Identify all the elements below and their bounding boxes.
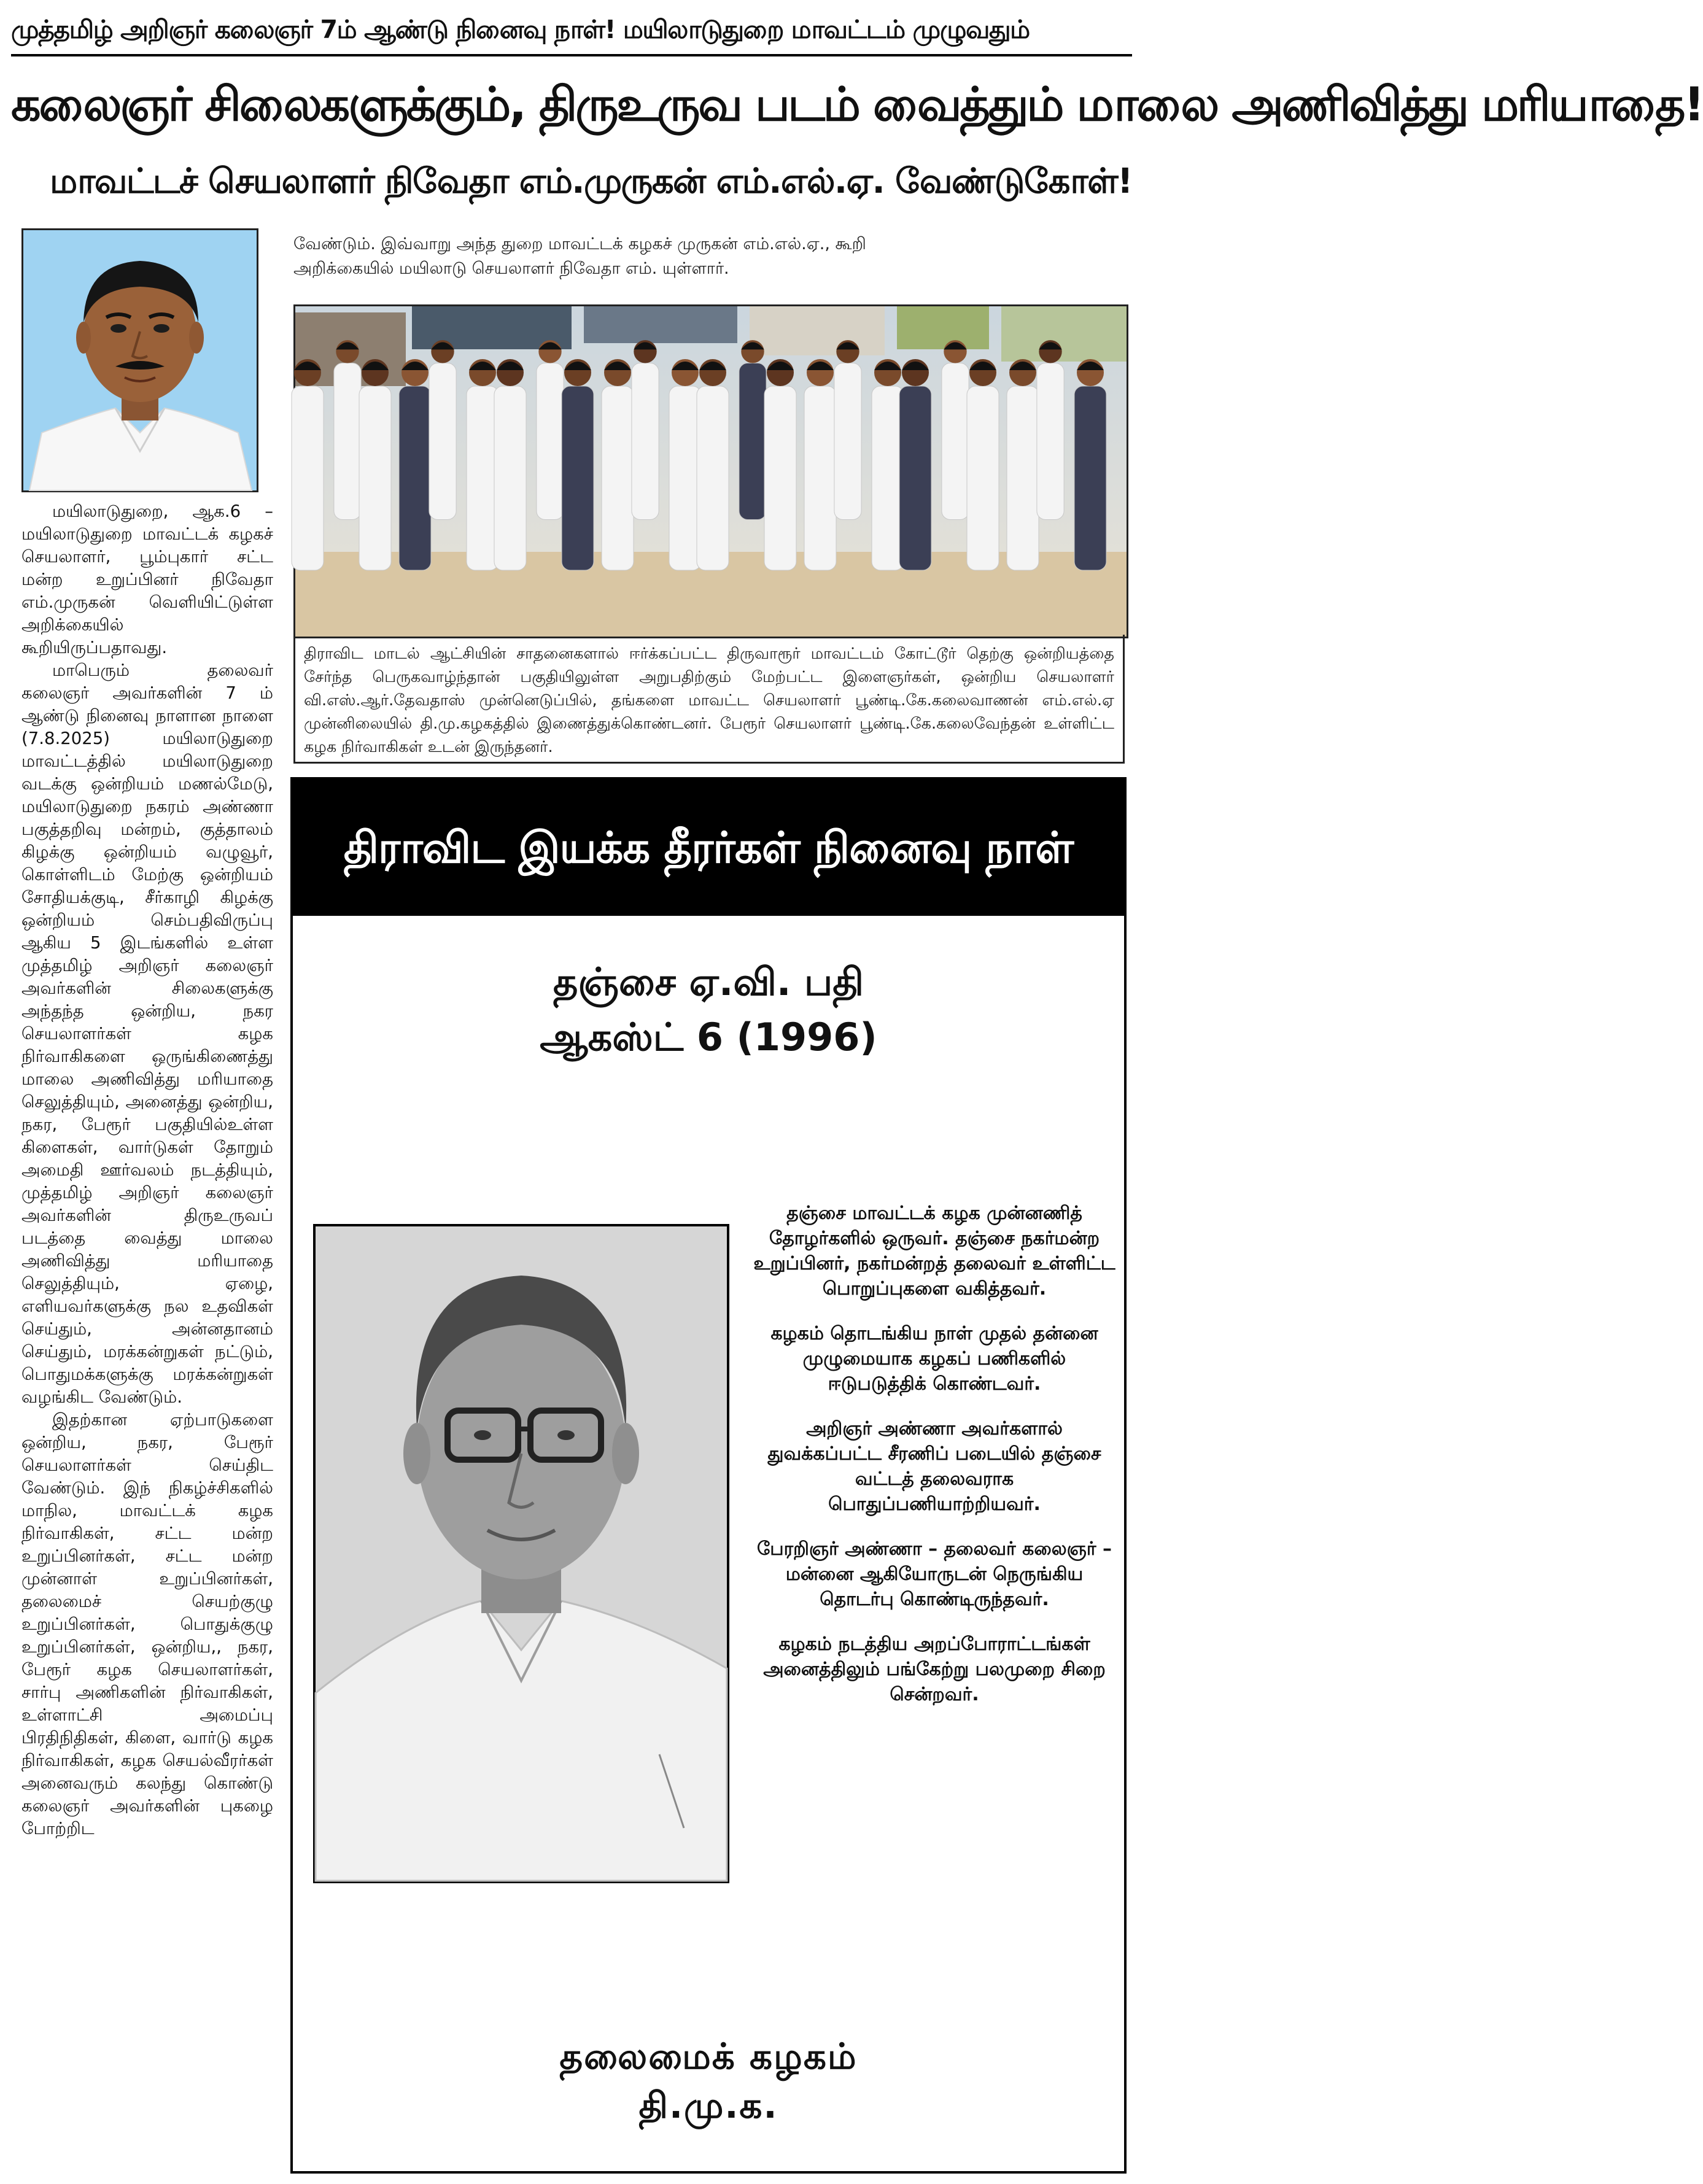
photo-person (899, 359, 931, 570)
article-paragraph: மயிலாடுதுறை, ஆக.6 – மயிலாடுதுறை மாவட்டக் கழகச் செயலாளர், பூம்புகார் சட்ட மன்ற உறுப்பினர் நிவேதா எம்.முருகன் வெளியிட்டுள்ள அறிக்கையில் கூறியிருப்பதாவது. (21, 501, 273, 657)
photo-person (804, 359, 836, 570)
article-continuation (293, 232, 1131, 281)
headline: கலைஞர் சிலைகளுக்கும், திருஉருவ படம் வைத்தும் மாலை அணிவித்து மரியாதை! (11, 77, 1703, 131)
photo-person (1007, 359, 1039, 570)
photo-person (942, 340, 969, 519)
tribute-bio (753, 1201, 1115, 1727)
photo-person (764, 359, 796, 570)
photo-person (334, 340, 361, 519)
article-column (21, 500, 273, 2176)
photo-person (739, 340, 766, 519)
subhead: மாவட்டச் செயலாளர் நிவேதா எம்.முருகன் எம்.எல்.ஏ. வேண்டுகோள்! (50, 161, 1132, 201)
bio-paragraph: கழகம் தொடங்கிய நாள் முதல் தன்னை முழுமையாக கழகப் பணிகளில் ஈடுபடுத்திக் கொண்டவர். (770, 1323, 1098, 1395)
tribute-name: தஞ்சை ஏ.வி. பதி (553, 959, 864, 1004)
tribute-date: ஆகஸ்ட் 6 (1996) (540, 1015, 877, 1059)
bio-paragraph: பேரறிஞர் அண்ணா – தலைவர் கலைஞர் – மன்னை ஆகியோருடன் நெருங்கிய தொடர்பு கொண்டிருந்தவர். (756, 1538, 1112, 1610)
signoff (293, 2032, 1124, 2130)
photo-caption: திராவிட மாடல் ஆட்சியின் சாதனைகளால் ஈர்க்கப்பட்ட திருவாரூர் மாவட்டம் கோட்டூர் தெற்கு ஒன்றியத்தை சேர்ந்த பெருகவாழ்ந்தான் பகுதியிலுள்ள அறுபதிற்கும் மேற்பட்ட இளைஞர்கள், ஒன்றிய செயலாளர் வி.எஸ்.ஆர்.தேவதாஸ் முன்னெடுப்பில், தங்களை மாவட்ட செயலாளர் பூண்டி.கே.கலைவாணன் எம்.எல்.ஏ முன்னிலையில் தி.மு.கழகத்தில் இணைத்துக்கொண்டனர். பேரூர் செயலாளர் பூண்டி.கே.கலைவேந்தன் உள்ளிட்ட கழக நிர்வாகிகள் உடன் இருந்தனர். (293, 635, 1125, 764)
photo-person (359, 359, 391, 570)
continuation-line: அறிக்கையில் மயிலாடு செயலாளர் நிவேதா எம். யுள்ளார். (293, 259, 729, 278)
photo-person (429, 340, 456, 519)
photo-person (292, 359, 324, 570)
photo-person (967, 359, 999, 570)
photo-person (562, 359, 594, 570)
photo-person (632, 340, 659, 519)
photo-person (697, 359, 729, 570)
photo-person (537, 340, 564, 519)
tribute-box (290, 777, 1127, 2174)
photo-person (494, 359, 526, 570)
article-paragraph: மாபெரும் தலைவர் கலைஞர் அவர்களின் 7 ம் ஆண்டு நினைவு நாளான நாளை (7.8.2025) மயிலாடுதுறை மாவட்டத்தில் மயிலாடுதுறை வடக்கு ஒன்றியம் மணல்மேடு, மயிலாடுதுறை நகரம் அண்ணா பகுத்தறிவு மன்றம், குத்தாலம் கிழக்கு ஒன்றியம் வழுவூர், கொள்ளிடம் மேற்கு ஒன்றியம் சோதியக்குடி, சீர்காழி கிழக்கு ஒன்றியம் செம்பதிவிருப்பு ஆகிய 5 இடங்களில் உள்ள முத்தமிழ் அறிஞர் கலைஞர் அவர்களின் சிலைகளுக்கு அந்தந்த ஒன்றிய, நகர செயலாளர்கள் கழக நிர்வாகிகளை ஒருங்கிணைத்து மாலை அணிவித்து மரியாதை செலுத்தியும், அனைத்து ஒன்றிய, நகர, பேரூர் பகுதியில்உள்ள கிளைகள், வார்டுகள் தோறும் அமைதி ஊர்வலம் நடத்தியும், முத்தமிழ் அறிஞர் கலைஞர் அவர்களின் திருஉருவப் படத்தை வைத்து மாலை அணிவித்து மரியாதை செலுத்தியும், ஏழை, எளியவர்களுக்கு நல உதவிகள் செய்தும், அன்னதானம் செய்தும், மரக்கன்றுகள் நட்டும், பொதுமக்களுக்கு மரக்கன்றுகள் வழங்கிட வேண்டும். (21, 660, 273, 1407)
kicker-line: முத்தமிழ் அறிஞர் கலைஞர் 7ம் ஆண்டு நினைவு நாள்! மயிலாடுதுறை மாவட்டம் முழுவதும் (11, 6, 1132, 56)
bio-paragraph: தஞ்சை மாவட்டக் கழக முன்னணித் தோழர்களில் ஒருவர். தஞ்சை நகர்மன்ற உறுப்பினர், நகர்மன்றத் தலைவர் உள்ளிட்ட பொறுப்புகளை வகித்தவர். (753, 1202, 1115, 1299)
tribute-band-title: திராவிட இயக்க தீரர்கள் நினைவு நாள் (293, 780, 1124, 916)
secretary-portrait (21, 228, 258, 492)
article-paragraph: இதற்கான ஏற்பாடுகளை ஒன்றிய, நகர, பேரூர் செயலாளர்கள் செய்திட வேண்டும். இந் நிகழ்ச்சிகளில் மாநில, மாவட்டக் கழக நிர்வாகிகள், சட்ட மன்ற உறுப்பினர்கள், சட்ட மன்ற முன்னாள் உறுப்பினர்கள், தலைமைச் செயற்குழு உறுப்பினர்கள், பொதுக்குழு உறுப்பினர்கள், ஒன்றிய,, நகர, பேரூர் கழக செயலாளர்கள், சார்பு அணிகளின் நிர்வாகிகள், உள்ளாட்சி அமைப்பு பிரதிநிதிகள், கிளை, வார்டு கழக நிர்வாகிகள், கழக செயல்வீரர்கள் அனைவரும் கலந்து கொண்டு கலைஞர் அவர்களின் புகழை போற்றிட (21, 1410, 273, 1838)
photo-person (834, 340, 861, 519)
photo-person (1037, 340, 1064, 519)
bio-paragraph: கழகம் நடத்திய அறப்போராட்டங்கள் அனைத்திலும் பங்கேற்று பலமுறை சிறை சென்றவர். (763, 1633, 1106, 1705)
bio-paragraph: அறிஞர் அண்ணா அவர்களால் துவக்கப்பட்ட சீரணிப் படையில் தஞ்சை வட்டத் தலைவராக பொதுப்பணியாற்றியவர். (767, 1418, 1101, 1515)
photo-person (669, 359, 701, 570)
signoff-line: தலைமைக் கழகம் (559, 2035, 858, 2077)
signoff-line: தி.மு.க. (638, 2085, 778, 2126)
photo-person (467, 359, 498, 570)
photo-person (399, 359, 431, 570)
photo-person (1074, 359, 1106, 570)
tribute-portrait (313, 1224, 729, 1883)
continuation-line: வேண்டும். இவ்வாறு அந்த துறை மாவட்டக் கழகச் முருகன் எம்.எல்.ஏ., கூறி (293, 234, 866, 254)
group-photo (293, 304, 1128, 638)
photo-person (602, 359, 634, 570)
photo-person (872, 359, 904, 570)
